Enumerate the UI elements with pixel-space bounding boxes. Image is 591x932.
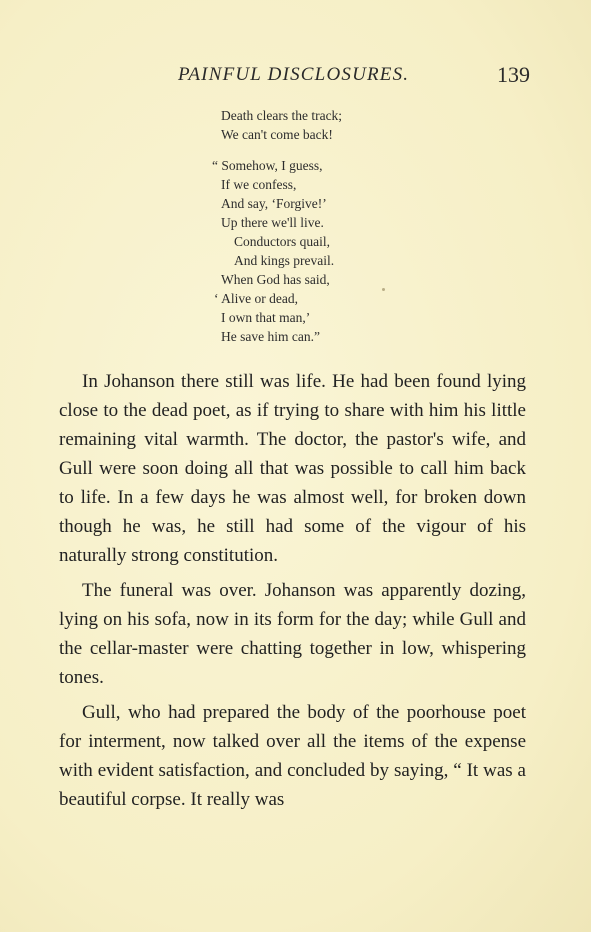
verse-line: If we confess, (221, 177, 297, 192)
paper-speck (382, 288, 385, 291)
page-number: 139 (497, 62, 530, 87)
verse-line: “ Somehow, I guess, (212, 158, 323, 173)
verse-line: And kings prevail. (234, 253, 335, 268)
verse-line: And say, ‘Forgive!’ (221, 196, 327, 211)
page-header (0, 62, 591, 92)
verse-line: ‘ Alive or dead, (214, 291, 298, 306)
poem-stanza-2 (0, 156, 591, 346)
verse-line: Up there we'll live. (221, 215, 324, 230)
poem (0, 106, 591, 346)
running-title: PAINFUL DISCLOSURES. (178, 64, 410, 85)
poem-stanza-1 (0, 106, 591, 144)
paragraph: In Johanson there still was life. He had been found lying close to the dead poet, as if trying to share with him his little remaining vital warmth. The doctor, the pastor's wife, and Gull were soon doing all that was possible to call him back to life. In a few days he was almost well, for broken down though he was, he still had some of the vigour of his naturally strong constitution. (59, 371, 526, 566)
paragraph: Gull, who had prepared the body of the poorhouse poet for interment, now talked over all the items of the expense with evident satisfaction, and concluded by saying, “ It was a beautiful corpse. It really was (59, 702, 526, 810)
verse-line: He save him can.” (221, 329, 320, 344)
prose-body (59, 367, 526, 814)
verse-line: Death clears the track; (221, 108, 343, 123)
verse-line: I own that man,’ (221, 310, 311, 325)
verse-line: We can't come back! (221, 127, 333, 142)
verse-line: Conductors quail, (234, 234, 330, 249)
paragraph: The funeral was over. Johanson was apparently dozing, lying on his sofa, now in its form for the day; while Gull and the cellar-master were chatting together in low, whispering tones. (59, 580, 526, 688)
verse-line: When God has said, (221, 272, 330, 287)
